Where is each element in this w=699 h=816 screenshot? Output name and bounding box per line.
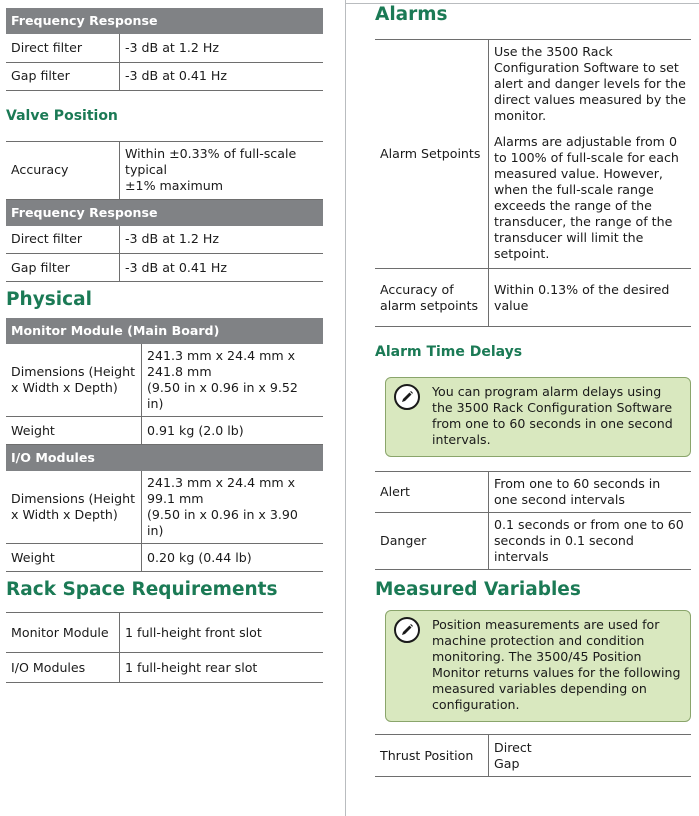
column-divider [345, 0, 346, 816]
value-line: 241.3 mm x 24.4 mm x 241.8 mm [147, 348, 296, 379]
value-line: Gap [494, 755, 520, 771]
row-label: Monitor Module [6, 613, 120, 653]
row-label: Dimensions (Height x Width x Depth) [6, 471, 142, 544]
row-label: Weight [6, 544, 142, 572]
row-value [142, 344, 324, 417]
row-value: 0.91 kg (2.0 lb) [142, 417, 324, 445]
table-header: Frequency Response [6, 8, 323, 34]
setpoints-paragraph-2: Alarms are adjustable from 0 to 100% of full-scale for each measured value. However, when the full-scale range exceeds the range of the transducer, the range of the transducer will limit the setpoint. [494, 134, 679, 261]
alarm-delays-note [385, 377, 691, 457]
valve-position-table [6, 141, 323, 200]
row-label: Direct filter [6, 226, 120, 254]
alarm-delays-table [375, 471, 691, 570]
row-value: -3 dB at 0.41 Hz [120, 254, 324, 282]
row-value [489, 40, 692, 269]
row-value: -3 dB at 1.2 Hz [120, 34, 324, 62]
rack-space-heading: Rack Space Requirements [6, 579, 278, 600]
row-label: I/O Modules [6, 653, 120, 683]
note-text: You can program alarm delays using the 3500 Rack Configuration Software from one to 60 seconds in one second intervals. [432, 384, 673, 447]
value-line: (9.50 in x 0.96 in x 3.90 in) [147, 507, 298, 538]
row-label: Danger [375, 513, 489, 570]
row-label: Alert [375, 472, 489, 513]
setpoints-paragraph-1: Use the 3500 Rack Configuration Software to set alert and danger levels for the direct values measured by the monitor. [494, 44, 687, 123]
value-line: Direct [494, 739, 532, 755]
note-text: Position measurements are used for machine protection and condition monitoring. The 3500/45 Position Monitor returns values for the following measured variables depending on configuration. [432, 617, 681, 712]
measured-variables-heading: Measured Variables [375, 579, 581, 600]
row-label: Accuracy of alarm setpoints [375, 269, 489, 327]
row-label: Gap filter [6, 254, 120, 282]
row-value [489, 735, 692, 777]
right-column [375, 0, 691, 777]
row-label: Thrust Position [375, 735, 489, 777]
row-value: 1 full-height rear slot [120, 653, 324, 683]
row-label: Weight [6, 417, 142, 445]
table-header: Frequency Response [6, 200, 323, 226]
alarm-time-delays-heading: Alarm Time Delays [375, 344, 523, 360]
pencil-icon [394, 617, 420, 643]
physical-table [6, 318, 323, 572]
table-header: Monitor Module (Main Board) [6, 318, 323, 344]
row-label: Accuracy [6, 141, 120, 199]
valve-position-heading: Valve Position [6, 107, 118, 124]
row-value: 0.20 kg (0.44 lb) [142, 544, 324, 572]
row-value: Within 0.13% of the desired value [489, 269, 692, 327]
frequency-response-table-2 [6, 200, 323, 283]
value-line: (9.50 in x 0.96 in x 9.52 in) [147, 380, 298, 411]
row-label: Direct filter [6, 34, 120, 62]
physical-heading: Physical [6, 289, 92, 310]
table-header: I/O Modules [6, 445, 323, 472]
value-line: Within ±0.33% of full-scale typical [125, 146, 297, 177]
left-column [6, 0, 323, 683]
value-line: ±1% maximum [125, 178, 223, 193]
measured-variables-table [375, 734, 691, 777]
row-value: -3 dB at 1.2 Hz [120, 226, 324, 254]
row-label: Alarm Setpoints [375, 40, 489, 269]
value-line: 241.3 mm x 24.4 mm x 99.1 mm [147, 475, 296, 506]
row-value: From one to 60 seconds in one second intervals [489, 472, 692, 513]
row-label: Dimensions (Height x Width x Depth) [6, 344, 142, 417]
row-value [120, 141, 324, 199]
row-value: 0.1 seconds or from one to 60 seconds in 0.1 second intervals [489, 513, 692, 570]
frequency-response-table-1 [6, 8, 323, 91]
alarms-heading: Alarms [375, 4, 448, 25]
rack-space-table [6, 612, 323, 683]
measured-variables-note [385, 610, 691, 722]
row-value: 1 full-height front slot [120, 613, 324, 653]
row-label: Gap filter [6, 62, 120, 90]
pencil-icon [394, 384, 420, 410]
row-value: -3 dB at 0.41 Hz [120, 62, 324, 90]
alarms-table [375, 39, 691, 327]
row-value [142, 471, 324, 544]
